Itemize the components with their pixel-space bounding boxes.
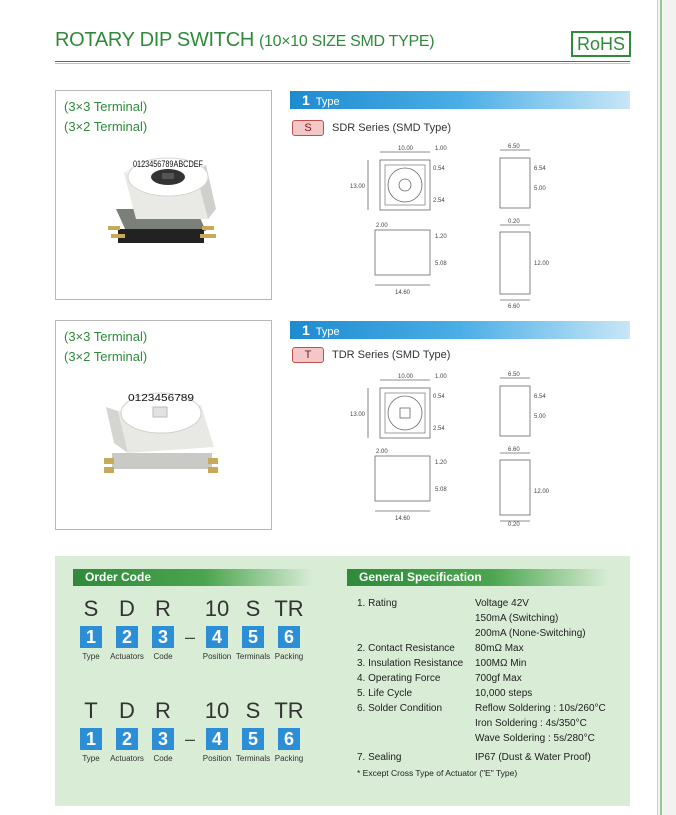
spec-value: Voltage 42V	[475, 598, 529, 609]
spec-item-insulation	[357, 656, 617, 671]
code-box: 4	[206, 728, 228, 750]
spec-label: 5. Life Cycle	[357, 688, 413, 699]
sdr-dimension-drawing	[290, 140, 580, 310]
spec-value: 100MΩ Min	[475, 658, 527, 669]
tdr-dial-digits: 0123456789	[128, 393, 195, 404]
title-divider	[55, 61, 630, 62]
code-box-row	[73, 626, 307, 648]
spec-value: IP67 (Dust & Water Proof)	[475, 752, 591, 763]
order-code-block-tdr	[73, 698, 307, 763]
spec-label: 6. Solder Condition	[357, 703, 443, 714]
code-letter: TR	[274, 698, 304, 723]
product-photo-sdr	[55, 90, 272, 300]
spec-item-rating	[357, 596, 617, 641]
code-dash: –	[184, 627, 195, 647]
spec-label: 3. Insulation Resistance	[357, 658, 464, 669]
code-letter: 10	[204, 698, 230, 723]
spec-list	[357, 596, 617, 781]
dim-base-left: 2.00	[376, 449, 388, 455]
spec-label: 1. Rating	[357, 598, 398, 609]
type-bar-tdr	[290, 321, 630, 339]
terminal-label-3x3: (3×3 Terminal)	[64, 99, 148, 114]
spec-value: Wave Soldering : 5s/280°C	[475, 733, 595, 744]
dim-top-pin: 1.00	[435, 146, 447, 152]
code-label: Code	[153, 652, 173, 661]
spec-item-life	[357, 686, 617, 701]
sdr-switch-illustration	[56, 91, 271, 299]
code-box: 2	[116, 626, 138, 648]
spec-value: 80mΩ Max	[475, 643, 524, 654]
code-label: Type	[82, 754, 100, 763]
dim-base-span: 14.60	[395, 516, 411, 522]
code-label-row	[73, 652, 307, 661]
code-letter: T	[84, 698, 98, 723]
title-divider-light	[55, 63, 630, 64]
code-label: Position	[202, 652, 232, 661]
dim-right-top: 0.20	[508, 219, 520, 225]
code-box: 3	[152, 728, 174, 750]
tdr-switch-illustration	[56, 321, 271, 529]
code-label: Terminals	[235, 754, 271, 763]
page-edge-stripe	[660, 0, 662, 815]
spec-item-sealing	[357, 750, 617, 765]
code-label: Packing	[274, 754, 304, 763]
dim-base-h: 5.08	[435, 487, 447, 493]
dim-base-top: 1.20	[435, 460, 447, 466]
code-letter: R	[155, 698, 171, 723]
code-label: Position	[202, 754, 232, 763]
code-box: 3	[152, 626, 174, 648]
dim-width: 10.00	[398, 146, 414, 152]
spec-label: 7. Sealing	[357, 752, 402, 763]
series-row-sdr	[292, 120, 451, 136]
dim-side-w: 6.50	[508, 372, 520, 378]
dim-top-pin: 1.00	[435, 374, 447, 380]
code-letter: S	[245, 596, 261, 621]
code-letter: S	[83, 596, 99, 621]
dim-base-span: 14.60	[395, 290, 411, 296]
code-letter: 10	[204, 596, 230, 621]
series-name: TDR Series (SMD Type)	[332, 349, 451, 361]
order-code-header: Order Code	[73, 569, 313, 586]
spec-value: 150mA (Switching)	[475, 613, 559, 624]
general-spec-header: General Specification	[347, 569, 609, 586]
dim-base-top: 1.20	[435, 234, 447, 240]
code-box: 5	[242, 626, 264, 648]
code-label: Actuators	[110, 652, 144, 661]
code-label: Actuators	[110, 754, 144, 763]
tdr-dimension-drawing	[290, 368, 580, 528]
code-label: Code	[153, 754, 173, 763]
code-box: 4	[206, 626, 228, 648]
order-code-block-sdr	[73, 596, 307, 661]
dim-pitch: 0.54	[433, 394, 445, 400]
code-box: 1	[80, 728, 102, 750]
code-box: 6	[278, 728, 300, 750]
series-name: SDR Series (SMD Type)	[332, 122, 451, 134]
title-subtitle: (10×10 SIZE SMD TYPE)	[259, 33, 435, 50]
code-letter: D	[119, 698, 135, 723]
dim-height: 13.00	[350, 184, 366, 190]
series-tag-t: T	[292, 347, 324, 363]
code-label-row	[73, 754, 307, 763]
code-box: 1	[80, 626, 102, 648]
sdr-dial-digits: 0123456789ABCDEF	[133, 159, 204, 169]
dim-right-h: 12.00	[534, 489, 550, 495]
type-word: Type	[315, 326, 340, 338]
rohs-badge: RoHS	[571, 31, 631, 57]
type-bar-sdr	[290, 91, 630, 109]
dim-right-bottom: 6.60	[508, 304, 520, 310]
series-tag-s: S	[292, 120, 324, 136]
code-letter: TR	[274, 596, 304, 621]
dim-side-pin: 6.54	[534, 166, 546, 172]
spec-item-force	[357, 671, 617, 686]
dim-right-bottom: 0.20	[508, 522, 520, 528]
type-number: 1	[302, 92, 310, 108]
dim-side-h: 5.00	[534, 186, 546, 192]
code-label: Type	[82, 652, 100, 661]
spec-footnote: * Except Cross Type of Actuator ("E" Type)	[357, 768, 518, 778]
code-dash: –	[184, 729, 195, 749]
series-row-tdr	[292, 347, 450, 363]
dim-pitch: 0.54	[433, 166, 445, 172]
page-title	[55, 29, 434, 52]
dim-tolerance: 2.54	[433, 426, 445, 432]
dim-base-left: 2.00	[376, 223, 388, 229]
type-number: 1	[302, 322, 310, 338]
dim-side-pin: 6.54	[534, 394, 546, 400]
code-letter: D	[119, 596, 135, 621]
code-label: Packing	[274, 652, 304, 661]
spec-label: 2. Contact Resistance	[357, 643, 455, 654]
code-box: 2	[116, 728, 138, 750]
dim-width: 10.00	[398, 374, 414, 380]
title-text: ROTARY DIP SWITCH	[55, 29, 255, 51]
dim-tolerance: 2.54	[433, 198, 445, 204]
terminal-label-3x2: (3×2 Terminal)	[64, 349, 148, 364]
spec-item-contact	[357, 641, 617, 656]
type-word: Type	[315, 96, 340, 108]
page-edge	[657, 0, 676, 815]
terminal-label-3x2: (3×2 Terminal)	[64, 119, 148, 134]
spec-item-solder	[357, 701, 617, 746]
dim-right-top: 6.60	[508, 447, 520, 453]
spec-value: 10,000 steps	[475, 688, 533, 699]
terminal-label-3x3: (3×3 Terminal)	[64, 329, 148, 344]
spec-value: Iron Soldering : 4s/350°C	[475, 718, 587, 729]
code-letter: S	[245, 698, 261, 723]
dim-side-h: 5.00	[534, 414, 546, 420]
dim-right-h: 12.00	[534, 261, 550, 267]
dim-height: 13.00	[350, 412, 366, 418]
code-label: Terminals	[235, 652, 271, 661]
spec-label: 4. Operating Force	[357, 673, 441, 684]
spec-value: Reflow Soldering : 10s/260°C	[475, 703, 606, 714]
code-box-row	[73, 728, 307, 750]
code-letter-row	[73, 698, 307, 724]
code-letter: R	[155, 596, 171, 621]
code-letter-row	[73, 596, 307, 622]
dim-side-w: 6.50	[508, 144, 520, 150]
code-box: 6	[278, 626, 300, 648]
spec-value: 200mA (None-Switching)	[475, 628, 586, 639]
product-photo-tdr	[55, 320, 272, 530]
spec-value: 700gf Max	[475, 673, 522, 684]
code-box: 5	[242, 728, 264, 750]
dim-base-h: 5.08	[435, 261, 447, 267]
order-spec-panel	[55, 556, 630, 806]
